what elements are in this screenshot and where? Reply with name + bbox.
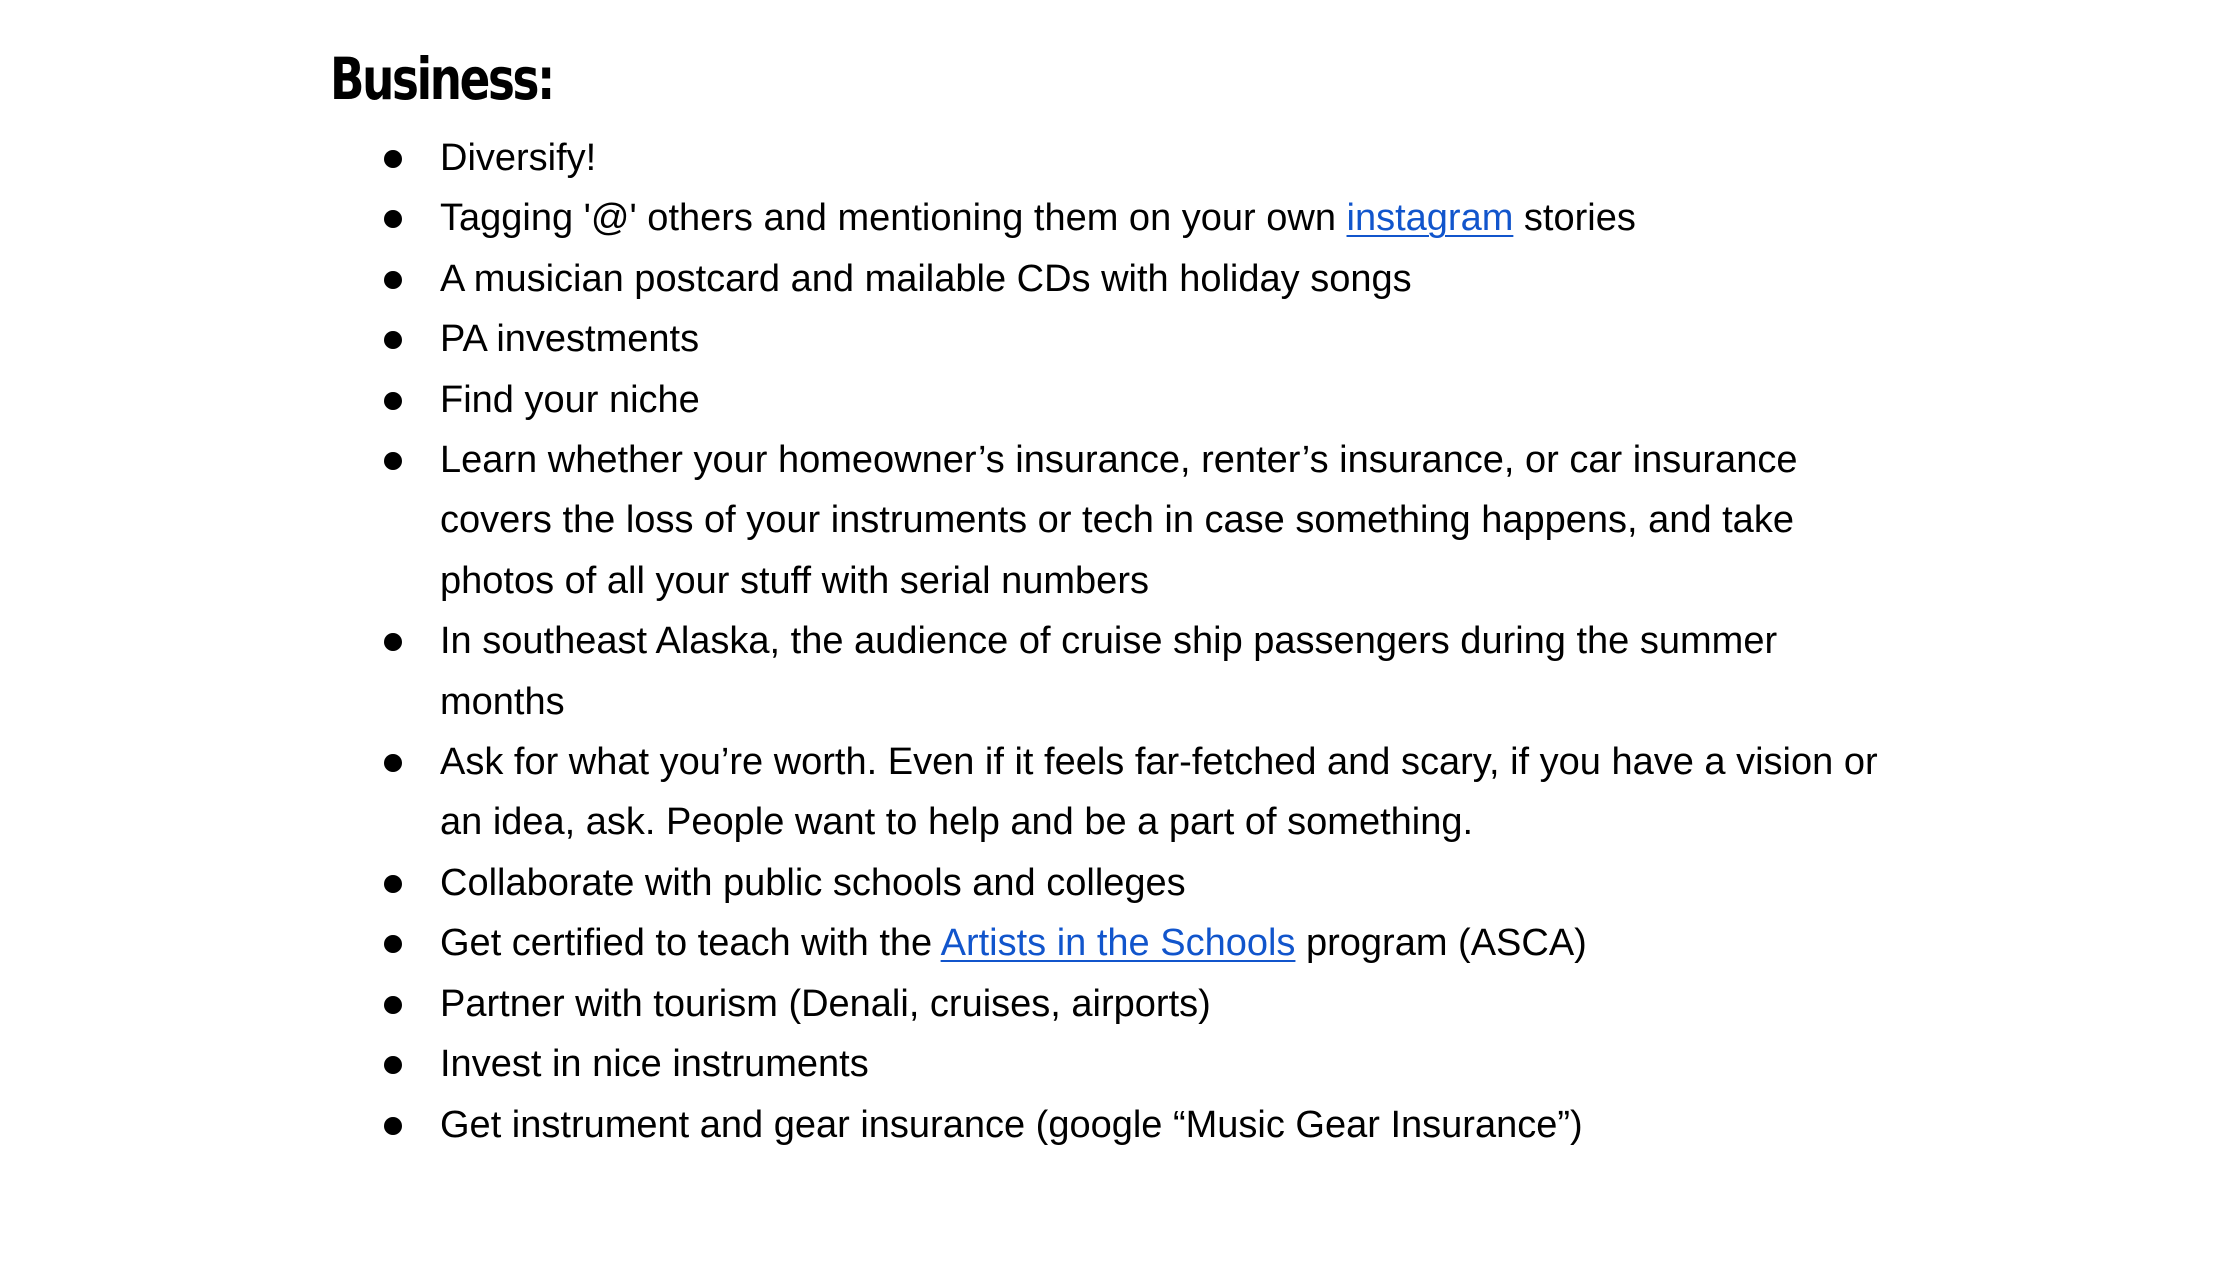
list-item-text: In southeast Alaska, the audience of cruise ship passengers during the summer months <box>440 620 1778 723</box>
list-item-text: Collaborate with public schools and colleges <box>440 861 1186 904</box>
list-item <box>380 370 1900 430</box>
text-after-link: program (ASCA) <box>1295 922 1587 965</box>
bullet-icon <box>384 754 402 772</box>
list-item-text: Invest in nice instruments <box>440 1043 869 1086</box>
list-item <box>380 430 1900 611</box>
list-item-text <box>440 197 1636 239</box>
bullet-icon <box>384 633 402 651</box>
list-item <box>380 249 1900 309</box>
instagram-link[interactable]: instagram <box>1346 197 1514 240</box>
list-item <box>380 913 1900 973</box>
list-item <box>380 309 1900 369</box>
list-item-text: Find your niche <box>440 378 700 421</box>
bullet-icon <box>384 210 402 228</box>
list-item <box>380 732 1900 853</box>
list-item <box>380 853 1900 913</box>
bullet-icon <box>384 1117 402 1135</box>
bullet-icon <box>384 996 402 1014</box>
artists-in-the-schools-link[interactable]: Artists in the Schools <box>940 922 1296 965</box>
list-item-text: Learn whether your homeowner’s insurance, renter’s insurance, or car insurance covers the loss of your instruments or tech in case something happens, and take photos of all your stuff with serial numbers <box>440 439 1798 602</box>
list-item <box>380 1034 1900 1094</box>
list-item-text: Partner with tourism (Denali, cruises, airports) <box>440 982 1211 1025</box>
page-title: Business: <box>330 45 553 113</box>
list-item <box>380 128 1900 188</box>
list-item <box>380 611 1900 732</box>
bullet-icon <box>384 392 402 410</box>
text-before-link: Get certified to teach with the <box>440 922 941 965</box>
bullet-list <box>380 128 1900 1155</box>
bullet-icon <box>384 935 402 953</box>
bullet-icon <box>384 1056 402 1074</box>
bullet-icon <box>384 452 402 470</box>
list-item <box>380 974 1900 1034</box>
list-item-text: Ask for what you’re worth. Even if it feels far-fetched and scary, if you have a vision or an idea, ask. People want to help and be a part of something. <box>440 741 1878 844</box>
list-item <box>380 188 1900 248</box>
list-item <box>380 1095 1900 1155</box>
text-after-link: stories <box>1513 197 1636 240</box>
list-item-text: Diversify! <box>440 137 597 179</box>
bullet-icon <box>384 875 402 893</box>
list-item-text: A musician postcard and mailable CDs with holiday songs <box>440 257 1412 300</box>
list-item-text: PA investments <box>440 318 700 361</box>
bullet-icon <box>384 150 402 168</box>
bullet-icon <box>384 271 402 289</box>
bullet-icon <box>384 331 402 349</box>
text-before-link: Tagging '@' others and mentioning them on your own <box>440 197 1347 240</box>
list-item-text <box>440 922 1587 964</box>
list-item-text: Get instrument and gear insurance (google “Music Gear Insurance”) <box>440 1103 1583 1146</box>
